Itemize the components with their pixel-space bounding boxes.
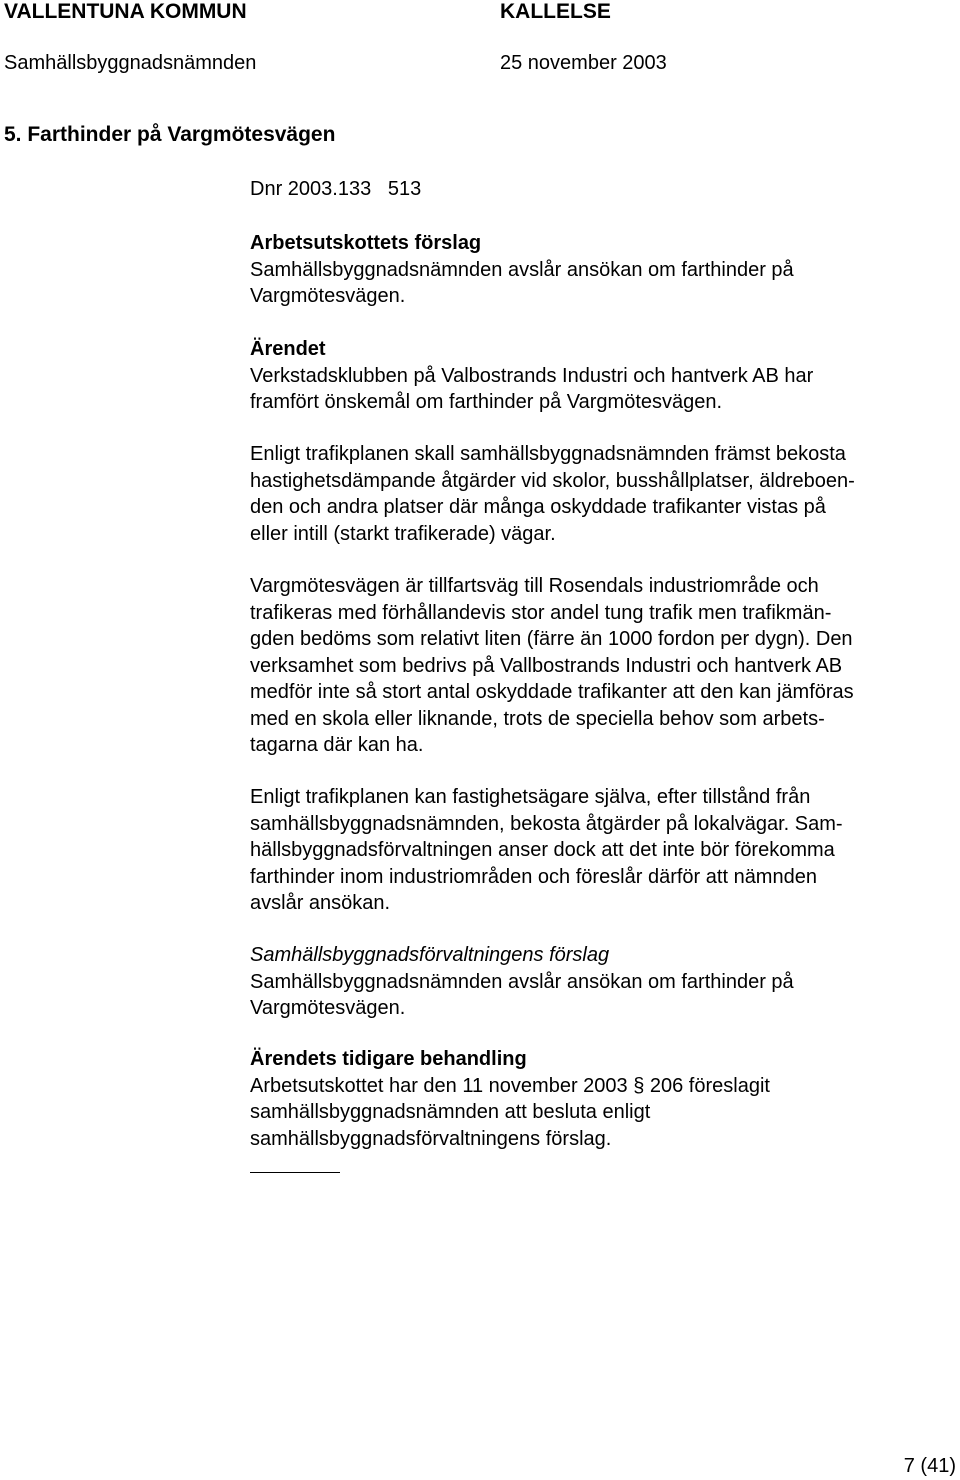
section-tidigare-behandling [250,1046,950,1152]
paragraph-line: Arbetsutskottet har den 11 november 2003 § 206 föreslagit [250,1074,770,1097]
paragraph-line: trafikeras med förhållandevis stor andel tung trafik men trafikmän- [250,601,832,624]
paragraph-line: Vargmötesvägen. [250,997,406,1019]
paragraph-line: verksamhet som bedrivs på Vallbostrands Industri och hantverk AB [250,654,843,677]
paragraph-vargmotesvagen [250,573,950,759]
section-forvaltning-forslag [250,942,950,1022]
document-type: KALLELSE [500,0,611,23]
committee-name: Samhällsbyggnadsnämnden [4,52,257,74]
section-au-forslag [250,230,950,310]
paragraph-line: Enligt trafikplanen skall samhällsbyggnadsnämnden främst bekosta [250,443,846,465]
paragraph-line: Samhällsbyggnadsnämnden avslår ansökan om farthinder på [250,970,794,993]
section-heading: Ärendet [250,338,326,360]
paragraph-line: hällsbyggnadsförvaltningen anser dock att det inte bör förekomma [250,839,835,861]
section-arendet [250,336,950,416]
paragraph-line: Vargmötesvägen är tillfartsväg till Rosendals industriområde och [250,575,819,597]
organization-name: VALLENTUNA KOMMUN [4,0,247,23]
paragraph-line: medför inte så stort antal oskyddade trafikanter att den kan jämföras [250,681,854,703]
paragraph-line: tagarna där kan ha. [250,734,424,756]
dnr-block [250,176,950,203]
closing-rule [250,1172,340,1173]
paragraph-line: med en skola eller liknande, trots de speciella behov som arbets- [250,707,825,730]
document-date: 25 november 2003 [500,52,667,74]
paragraph-line: framfört önskemål om farthinder på Vargmötesvägen. [250,391,723,413]
section-heading: Samhällsbyggnadsförvaltningens förslag [250,944,610,966]
section-heading: Ärendets tidigare behandling [250,1048,527,1070]
paragraph-line: Vargmötesvägen. [250,285,406,307]
item-title: 5. Farthinder på Vargmötesvägen [4,123,336,146]
page-number: 7 (41) [903,1455,956,1477]
paragraph-line: eller intill (starkt trafikerade) vägar. [250,522,556,545]
dnr-number: Dnr 2003.133 513 [250,178,422,200]
paragraph-line: samhällsbyggnadsnämnden, bekosta åtgärder på lokalvägar. Sam- [250,812,843,835]
paragraph-line: Verkstadsklubben på Valbostrands Industri och hantverk AB har [250,364,814,387]
paragraph-line: avslår ansökan. [250,892,391,914]
paragraph-line: farthinder inom industriområden och föreslår därför att nämnden [250,865,817,888]
paragraph-line: samhällsbyggnadsförvaltningens förslag. [250,1127,612,1150]
paragraph-line: Samhällsbyggnadsnämnden avslår ansökan om farthinder på [250,258,794,281]
paragraph-line: hastighetsdämpande åtgärder vid skolor, busshållplatser, äldreboen- [250,469,855,492]
paragraph-fastighetsagare [250,784,950,917]
section-heading: Arbetsutskottets förslag [250,232,482,254]
paragraph-line: den och andra platser där många oskyddade trafikanter vistas på [250,496,826,518]
paragraph-line: samhällsbyggnadsnämnden att besluta enligt [250,1101,651,1123]
paragraph-line: Enligt trafikplanen kan fastighetsägare själva, efter tillstånd från [250,786,811,808]
paragraph-trafikplan [250,441,950,547]
paragraph-line: gden bedöms som relativt liten (färre än 1000 fordon per dygn). Den [250,628,853,650]
